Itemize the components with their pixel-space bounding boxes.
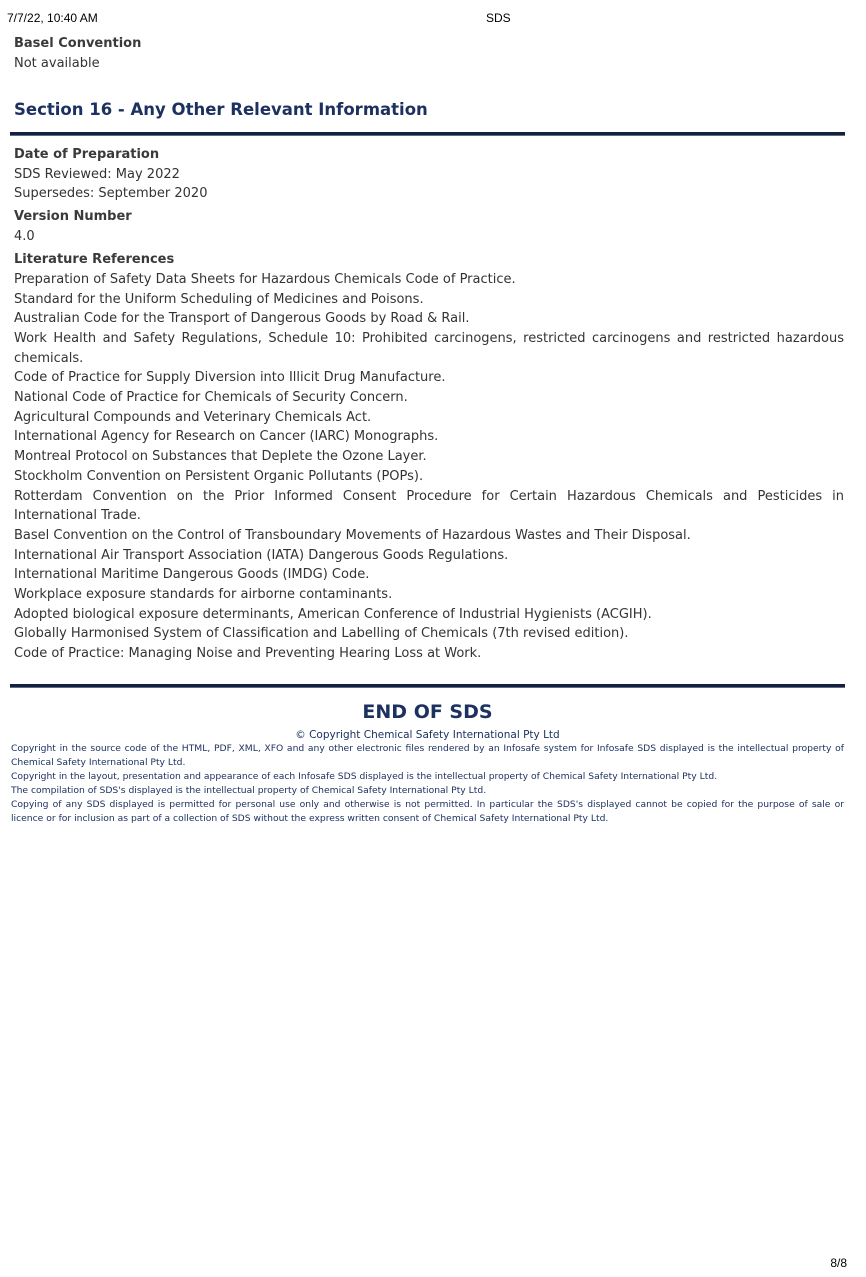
literature-item: Code of Practice for Supply Diversion into Illicit Drug Manufacture. [14, 370, 446, 386]
literature-item: Preparation of Safety Data Sheets for Hazardous Chemicals Code of Practice. [14, 271, 516, 287]
sds-reviewed-value: SDS Reviewed: May 2022 [14, 166, 180, 182]
print-header [0, 10, 866, 26]
basel-convention-value: Not available [14, 56, 100, 71]
literature-references-label: Literature References [14, 251, 175, 267]
literature-item: International Agency for Research on Cancer (IARC) Monographs. [14, 429, 439, 445]
copyright-notice: Copyright in the source code of the HTML, PDF, XML, XFO and any other electronic files rendered by an Infosafe system for Infosafe SDS displayed is the intellectual property of Chemical Safety International Pty Ltd. [11, 742, 844, 768]
section-16-title: Section 16 - Any Other Relevant Information [14, 99, 428, 119]
version-number-value: 4.0 [14, 229, 35, 245]
literature-item: Adopted biological exposure determinants, American Conference of Industrial Hygienists (ACGIH). [14, 606, 652, 622]
basel-convention-block [10, 34, 845, 74]
literature-item: Rotterdam Convention on the Prior Informed Consent Procedure for Certain Hazardous Chemicals and Pesticides in International Trade. [14, 488, 844, 524]
version-number-label: Version Number [14, 209, 132, 225]
copyright-notice: Copying of any SDS displayed is permitted for personal use only and otherwise is not permitted. In particular the SDS's displayed cannot be copied for the purpose of sale or licence or for inclusion as part of a collection of SDS without the express written consent of Chemical Safety International Pty Ltd. [11, 798, 844, 824]
basel-convention-label: Basel Convention [14, 36, 142, 51]
copyright-notice: The compilation of SDS's displayed is the intellectual property of Chemical Safety International Pty Ltd. [11, 784, 487, 796]
literature-references-block [10, 250, 845, 664]
literature-item: National Code of Practice for Chemicals of Security Concern. [14, 390, 408, 406]
copyright-notice: Copyright in the layout, presentation and appearance of each Infosafe SDS displayed is the intellectual property of Chemical Safety International Pty Ltd. [11, 770, 718, 782]
literature-item: Agricultural Compounds and Veterinary Chemicals Act. [14, 409, 372, 425]
literature-item: Globally Harmonised System of Classification and Labelling of Chemicals (7th revised edition). [14, 626, 629, 642]
literature-item: International Air Transport Association (IATA) Dangerous Goods Regulations. [14, 547, 509, 563]
literature-item: Stockholm Convention on Persistent Organic Pollutants (POPs). [14, 468, 424, 484]
copyright-line: © Copyright Chemical Safety International Pty Ltd [295, 728, 560, 741]
supersedes-value: Supersedes: September 2020 [14, 186, 208, 202]
literature-item: Workplace exposure standards for airborne contaminants. [14, 587, 393, 603]
literature-item: International Maritime Dangerous Goods (IMDG) Code. [14, 567, 370, 583]
date-of-preparation-label: Date of Preparation [14, 146, 160, 162]
literature-item: Code of Practice: Managing Noise and Preventing Hearing Loss at Work. [14, 646, 482, 662]
end-of-sds-title: END OF SDS [362, 700, 493, 723]
sds-content [10, 34, 845, 826]
literature-item: Work Health and Safety Regulations, Schedule 10: Prohibited carcinogens, restricted carcinogens and restricted hazardous chemicals. [14, 330, 844, 366]
literature-item: Montreal Protocol on Substances that Deplete the Ozone Layer. [14, 449, 427, 465]
section-divider [10, 132, 845, 136]
literature-item: Standard for the Uniform Scheduling of Medicines and Poisons. [14, 291, 424, 307]
date-of-preparation-block [10, 145, 845, 204]
literature-item: Basel Convention on the Control of Transboundary Movements of Hazardous Wastes and Their Disposal. [14, 527, 691, 543]
print-date: 7/7/22, 10:40 AM [7, 11, 98, 25]
print-title: SDS [486, 11, 511, 25]
page-number: 8/8 [830, 1256, 847, 1270]
literature-item: Australian Code for the Transport of Dangerous Goods by Road & Rail. [14, 311, 470, 327]
version-number-block [10, 207, 845, 247]
end-divider [10, 684, 845, 688]
